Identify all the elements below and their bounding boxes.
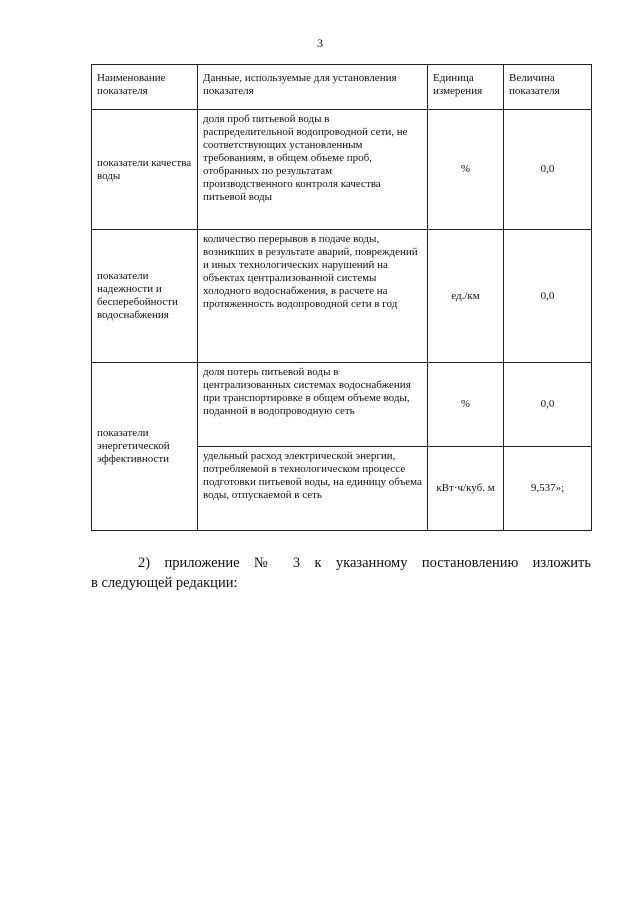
unit-cell: ед./км <box>428 230 504 363</box>
indicator-group-name: показатели надежности и бесперебойности водоснабжения <box>92 230 198 363</box>
source-data-cell: количество перерывов в подаче воды, возникших в результате аварий, повреждений и иных технологических нарушений на объектах централизованной системы холодного водоснабжения, в расчете на протяженность водопроводной сети в год <box>198 230 428 363</box>
value-cell: 0,0 <box>504 110 592 230</box>
unit-cell: кВт·ч/куб. м <box>428 447 504 531</box>
value-cell: 0,0 <box>504 230 592 363</box>
value-cell: 9,537»; <box>504 447 592 531</box>
table-row <box>92 110 592 230</box>
table-row <box>92 230 592 363</box>
table-row <box>92 363 592 447</box>
source-data-cell: доля потерь питьевой воды в централизованных системах водоснабжения при транспортировке в общем объеме воды, поданной в водопроводную сеть <box>198 363 428 447</box>
page-number: 3 <box>317 36 323 50</box>
table-header-row <box>92 65 592 110</box>
source-data-cell: доля проб питьевой воды в распределительной водопроводной сети, не соответствующих установленным требованиям, в общем объеме проб, отобранных по результатам производственного контроля качества питьевой воды <box>198 110 428 230</box>
source-data-cell: удельный расход электрической энергии, потребляемой в технологическом процессе подготовки питьевой воды, на единицу объема воды, отпускаемой в сеть <box>198 447 428 531</box>
header-value: Величина показателя <box>504 65 592 110</box>
unit-cell: % <box>428 363 504 447</box>
indicator-group-name: показатели энергетической эффективности <box>92 363 198 531</box>
footer-line-1: 2) приложение № 3 к указанному постановлению изложить <box>138 555 591 571</box>
indicators-table <box>91 64 592 531</box>
value-cell: 0,0 <box>504 363 592 447</box>
header-unit: Единица измерения <box>428 65 504 110</box>
footer-line-2: в следующей редакции: <box>91 575 238 591</box>
indicator-group-name: показатели качества воды <box>92 110 198 230</box>
footer-paragraph <box>91 553 591 593</box>
header-source-data: Данные, используемые для установления показателя <box>198 65 428 110</box>
unit-cell: % <box>428 110 504 230</box>
header-indicator-name: Наименование показателя <box>92 65 198 110</box>
